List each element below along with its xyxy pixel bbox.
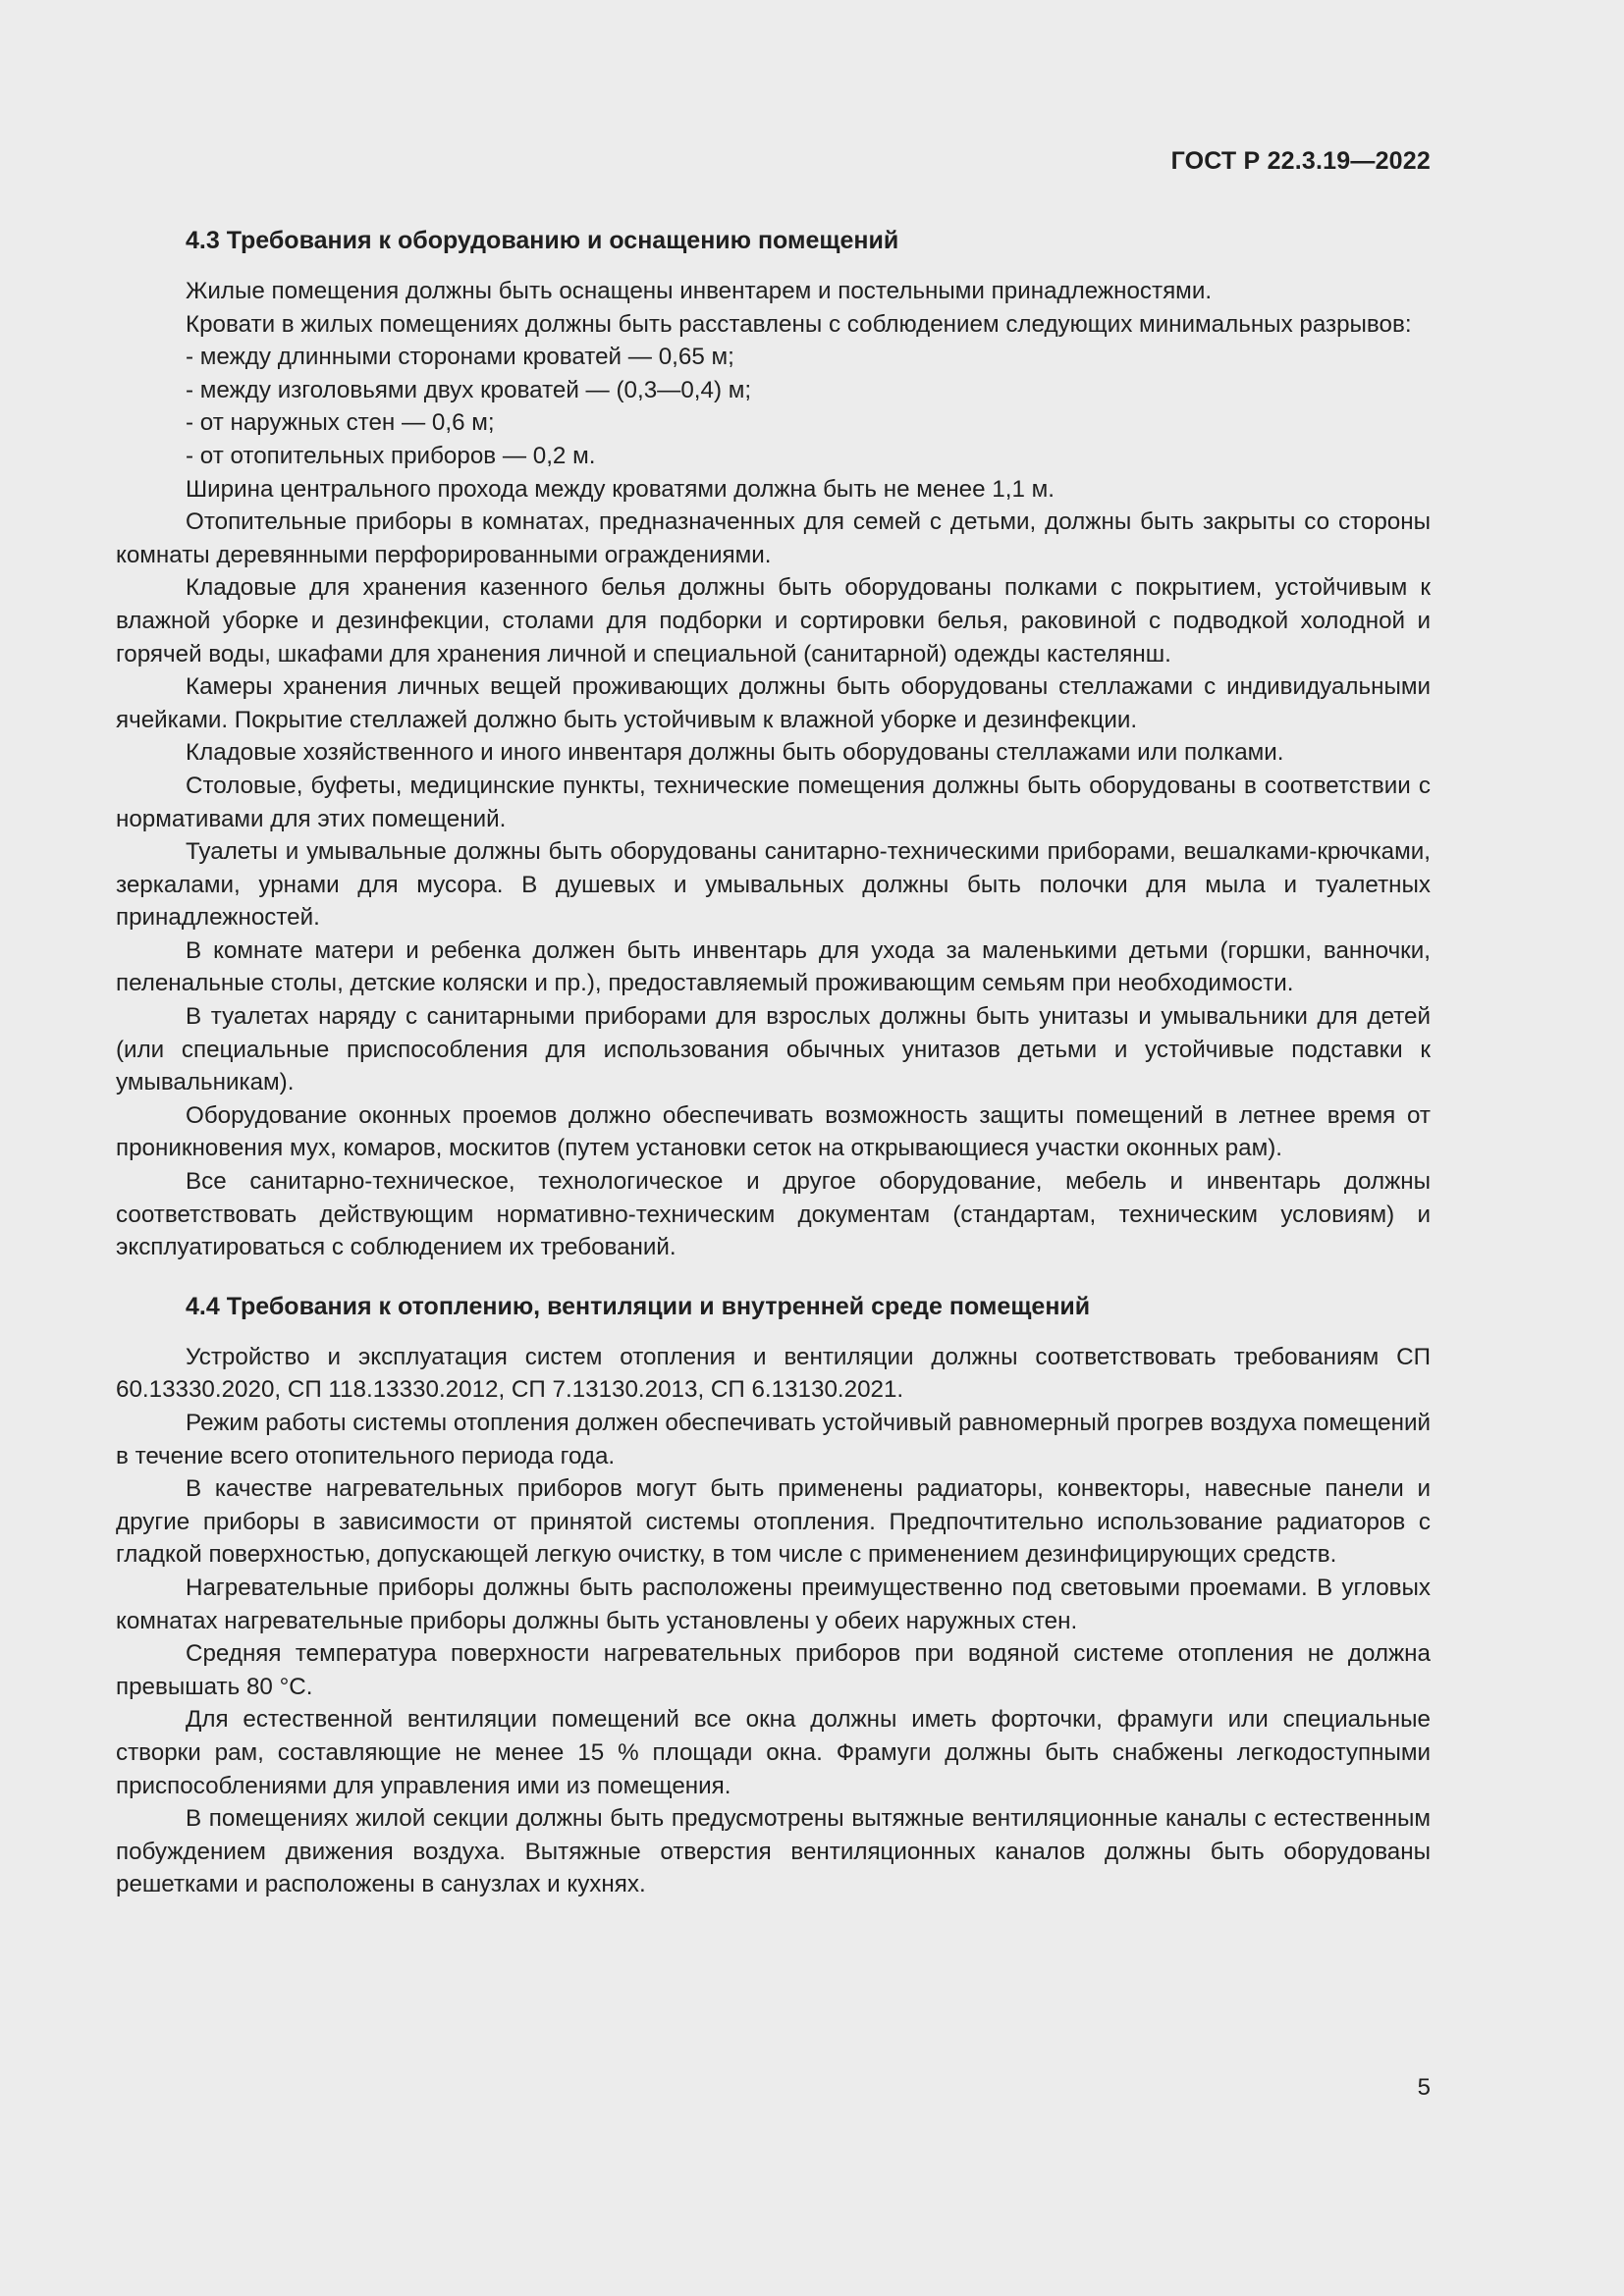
paragraph: Устройство и эксплуатация систем отопления и вентиляции должны соответствовать требованиям СП 60.13330.2020, СП 118.13330.2012, СП 7.13130.2013, СП 6.13130.2021.: [116, 1343, 1431, 1404]
paragraph: Все санитарно-техническое, технологическое и другое оборудование, мебель и инвентарь должны соответствовать действующим нормативно-техническим документам (стандартам, техническим условиям) и эксплуатироваться с соблюдением их требований.: [116, 1168, 1431, 1261]
section-heading-4-4: 4.4 Требования к отоплению, вентиляции и внутренней среде помещений: [186, 1292, 1091, 1320]
list-item: - между длинными сторонами кроватей — 0,65 м;: [186, 344, 734, 371]
list-item: - от отопительных приборов — 0,2 м.: [186, 442, 596, 469]
paragraph: Кровати в жилых помещениях должны быть расставлены с соблюдением следующих минимальных разрывов:: [186, 310, 1412, 338]
paragraph: Нагревательные приборы должны быть расположены преимущественно под световыми проемами. В угловых комнатах нагревательные приборы должны быть установлены у обеих наружных стен.: [116, 1574, 1431, 1634]
paragraph: Средняя температура поверхности нагревательных приборов при водяной системе отопления не должна превышать 80 °С.: [116, 1640, 1431, 1700]
paragraph: Кладовые хозяйственного и иного инвентаря должны быть оборудованы стеллажами или полками.: [186, 739, 1284, 767]
paragraph: Для естественной вентиляции помещений все окна должны иметь форточки, фрамуги или специальные створки рам, составляющие не менее 15 % площади окна. Фрамуги должны быть снабжены легкодоступными приспособлениями для управления ими из помещения.: [116, 1706, 1431, 1799]
paragraph: Режим работы системы отопления должен обеспечивать устойчивый равномерный прогрев воздуха помещений в течение всего отопительного периода года.: [116, 1410, 1431, 1469]
paragraph: Ширина центрального прохода между кроватями должна быть не менее 1,1 м.: [186, 475, 1056, 503]
paragraph: В комнате матери и ребенка должен быть инвентарь для ухода за маленькими детьми (горшки, ванночки, пеленальные столы, детские коляски и пр.), предоставляемый проживающим семьям при необходимости.: [116, 936, 1431, 997]
page-number: 5: [1417, 2074, 1431, 2101]
paragraph: В туалетах наряду с санитарными приборами для взрослых должны быть унитазы и умывальники для детей (или специальные приспособления для использования обычных унитазов детьми и устойчивые подставки к умывальникам).: [116, 1003, 1431, 1096]
list-item: - между изголовьями двух кроватей — (0,3—0,4) м;: [186, 376, 752, 403]
paragraph: Отопительные приборы в комнатах, предназначенных для семей с детьми, должны быть закрыты со стороны комнаты деревянными перфорированными ограждениями.: [116, 508, 1431, 568]
list-item: - от наружных стен — 0,6 м;: [186, 409, 495, 437]
paragraph: Кладовые для хранения казенного белья должны быть оборудованы полками с покрытием, устойчивым к влажной уборке и дезинфекции, столами для подборки и сортировки белья, раковиной с подводкой холодной и горячей воды, шкафами для хранения личной и специальной (санитарной) одежды кастелянш.: [116, 574, 1431, 667]
paragraph: Оборудование оконных проемов должно обеспечивать возможность защиты помещений в летнее время от проникновения мух, комаров, москитов (путем установки сеток на открывающиеся участки оконных рам).: [116, 1101, 1431, 1162]
paragraph: В помещениях жилой секции должны быть предусмотрены вытяжные вентиляционные каналы с естественным побуждением движения воздуха. Вытяжные отверстия вентиляционных каналов должны быть оборудованы решетками и расположены в санузлах и кухнях.: [116, 1805, 1431, 1898]
document-page: [116, 0, 1431, 2296]
paragraph: Жилые помещения должны быть оснащены инвентарем и постельными принадлежностями.: [186, 278, 1213, 304]
paragraph: Камеры хранения личных вещей проживающих должны быть оборудованы стеллажами с индивидуальными ячейками. Покрытие стеллажей должно быть устойчивым к влажной уборке и дезинфекции.: [116, 673, 1431, 733]
section-heading-4-3: 4.3 Требования к оборудованию и оснащению помещений: [186, 227, 899, 254]
document-code-header: ГОСТ Р 22.3.19—2022: [1170, 147, 1431, 175]
paragraph: В качестве нагревательных приборов могут быть применены радиаторы, конвекторы, навесные панели и другие приборы в зависимости от принятой системы отопления. Предпочтительно использование радиаторов с гладкой поверхностью, допускающей легкую очистку, в том числе с применением дезинфицирующих средств.: [116, 1475, 1431, 1569]
paragraph: Туалеты и умывальные должны быть оборудованы санитарно-техническими приборами, вешалками-крючками, зеркалами, урнами для мусора. В душевых и умывальных должны быть полочки для мыла и туалетных принадлежностей.: [116, 838, 1431, 932]
page-content: [116, 224, 1431, 1901]
paragraph: Столовые, буфеты, медицинские пункты, технические помещения должны быть оборудованы в соответствии с нормативами для этих помещений.: [116, 772, 1431, 832]
